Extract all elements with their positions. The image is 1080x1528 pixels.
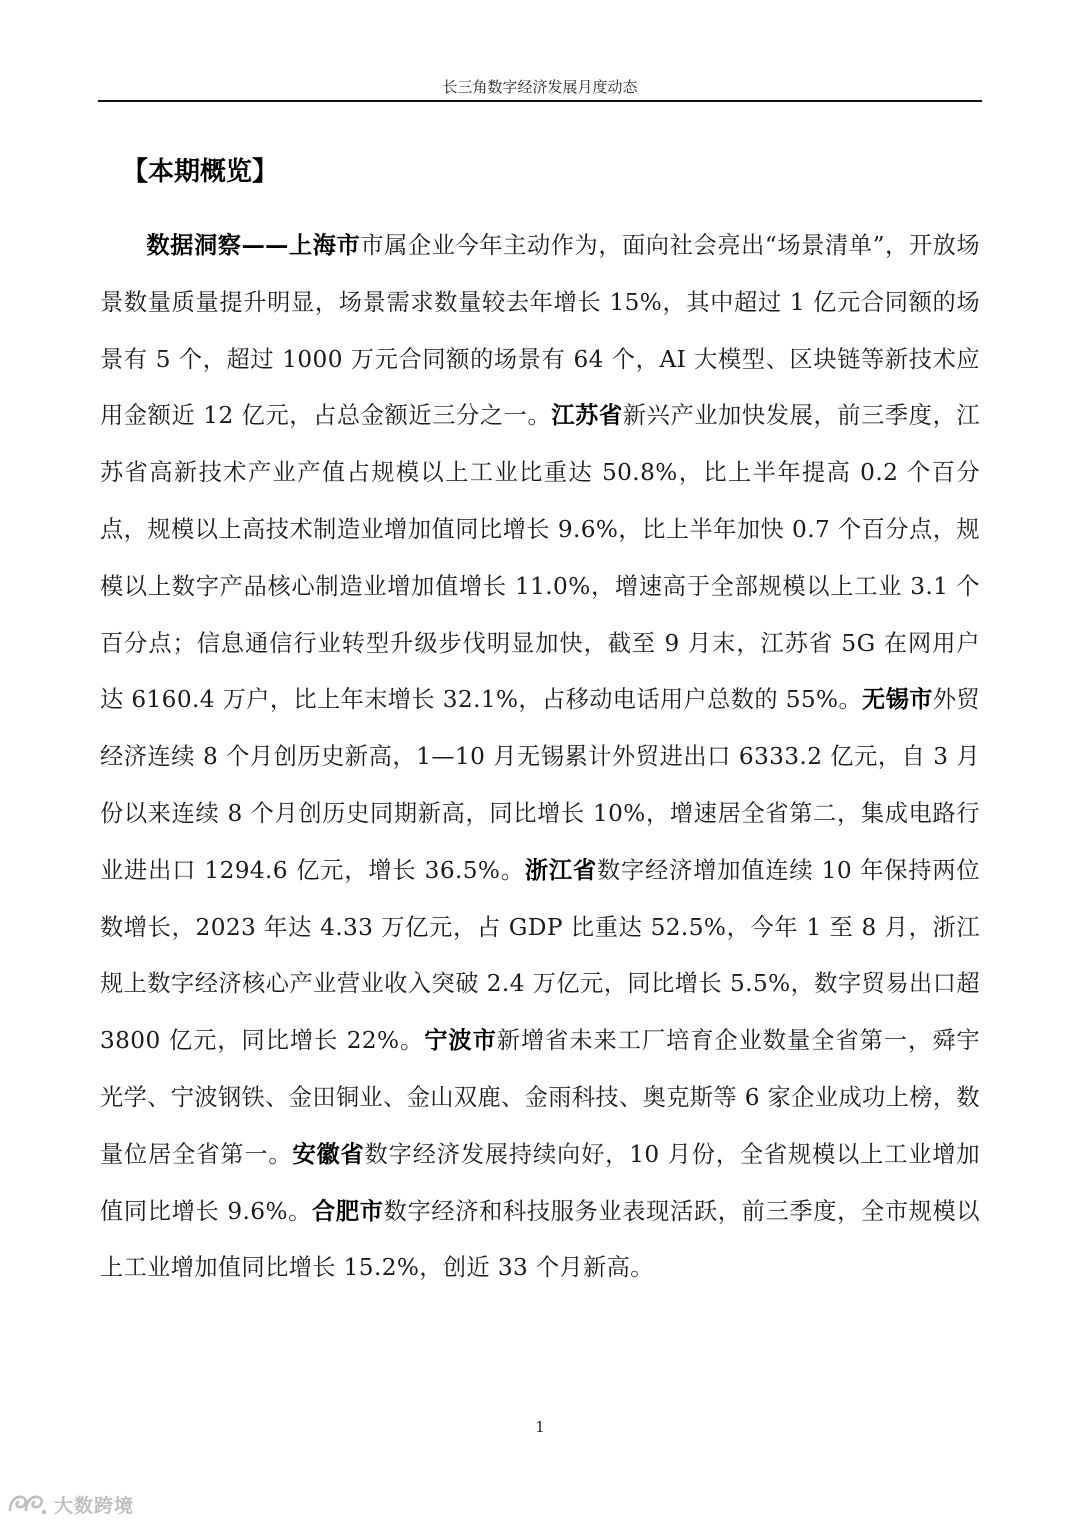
- lead-label: 数据洞察——: [146, 232, 289, 259]
- header-divider: [98, 100, 982, 102]
- region-label-zhejiang: 浙江省: [524, 856, 597, 884]
- watermark-text: 大数跨境: [54, 1494, 135, 1517]
- region-text-wuxi: 外贸经济连续 8 个月创历史新高，1—10 月无锡累计外贸进出口 6333.2 亿元，自 3 月份以来连续 8 个月创历史同期新高，同比增长 10%，增速居全省第二，集成电路行业进出口 1294.6 亿元，增长 36.5%。: [100, 686, 981, 884]
- region-label-hefei: 合肥市: [312, 1197, 384, 1225]
- running-header: 长三角数字经济发展月度动态: [442, 78, 638, 96]
- region-label-wuxi: 无锡市: [862, 686, 933, 714]
- region-label-ningbo: 宁波市: [424, 1027, 497, 1055]
- region-label-jiangsu: 江苏省: [551, 402, 623, 430]
- region-text-ningbo: 新增省未来工厂培育企业数量全省第一，舜宇光学、宁波钢铁、金田铜业、金山双鹿、金雨科技、奥克斯等 6 家企业成功上榜，数量位居全省第一。: [100, 1027, 980, 1168]
- overview-paragraph: [100, 218, 980, 1297]
- region-text-shanghai: 市属企业今年主动作为，面向社会亮出“场景清单”，开放场景数量质量提升明显，场景需求数量较去年增长 15%，其中超过 1 亿元合同额的场景有 5 个，超过 1000 万元合同额的场景有 64 个，AI 大模型、区块链等新技术应用金额近 12 亿元，占总金额近三分之一。: [100, 232, 981, 430]
- region-label-shanghai: 上海市: [288, 232, 361, 259]
- region-text-anhui: 数字经济发展持续向好，10 月份，全省规模以上工业增加值同比增长 9.6%。: [100, 1140, 980, 1225]
- region-text-hefei: 数字经济和科技服务业表现活跃，前三季度，全市规模以上工业增加值同比增长 15.2%，创近 33 个月新高。: [100, 1197, 981, 1282]
- region-text-jiangsu: 新兴产业加快发展，前三季度，江苏省高新技术产业产值占规模以上工业比重达 50.8%，比上半年提高 0.2 个百分点，规模以上高技术制造业增加值同比增长 9.6%，比上半年加快 0.7 个百分点，规模以上数字产品核心制造业增加值增长 11.0%，增速高于全部规模以上工业 3.1 个百分点；信息通信行业转型升级步伐明显加快，截至 9 月末，江苏省 5G 在网用户达 6160.4 万户，比上年末增长 32.1%，占移动电话用户总数的 55%。: [100, 402, 980, 714]
- region-label-anhui: 安徽省: [292, 1140, 365, 1168]
- region-text-zhejiang: 数字经济增加值连续 10 年保持两位数增长，2023 年达 4.33 万亿元，占 GDP 比重达 52.5%，今年 1 至 8 月，浙江规上数字经济核心产业营业收入突破 2.4 万亿元，同比增长 5.5%，数字贸易出口超 3800 亿元，同比增长 22%。: [100, 856, 980, 1055]
- watermark: [6, 1488, 134, 1520]
- section-title: 【本期概览】: [122, 157, 279, 187]
- page-number: 1: [535, 1418, 545, 1436]
- brand-logo-icon: [6, 1490, 48, 1518]
